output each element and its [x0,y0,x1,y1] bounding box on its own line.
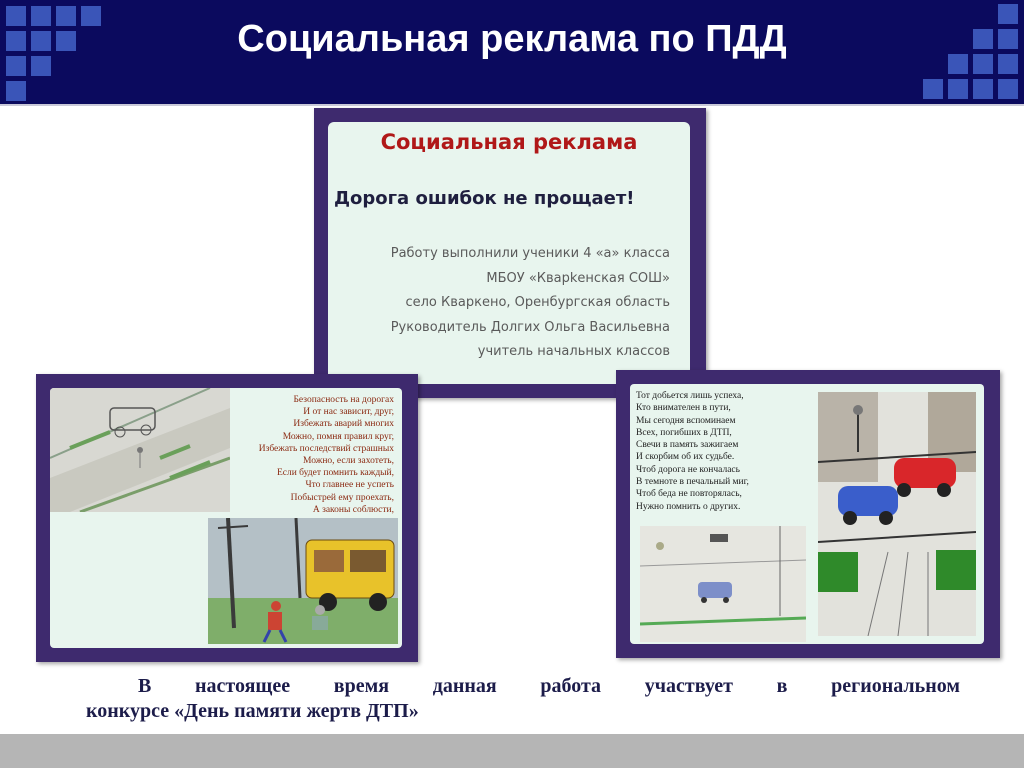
footer-bar [0,734,1024,768]
poem-line: И скорбим об их судьбе. [636,452,735,463]
child-drawing-bus [208,518,398,644]
caption-word: время [333,675,390,697]
poem-line: Всех, погибших в ДТП, [636,427,732,438]
decor-square [6,81,26,101]
caption-word: участвует [644,675,733,697]
slide-thumbnail-title [314,108,706,398]
credits-line: МБОУ «Кварkенская СОШ» [486,270,670,286]
poem-line: Избежать аварий многих [293,419,394,430]
poem-line: Свечи в память зажигаем [636,440,739,451]
poem-line: Кто внимателен в пути, [636,403,731,414]
decor-square [998,79,1018,99]
child-drawing-crossing [818,392,976,636]
poem-line: Нужно помнить о других. [636,501,741,512]
caption-line-1 [86,674,960,699]
drawing-crossing-image [818,392,976,636]
poem-line: Что главнее не успеть [305,480,394,491]
child-drawing-car [640,526,806,642]
caption-word: в [776,675,788,697]
poem-line: Чтоб беда не повторялась, [636,489,742,500]
poem-line: Если будет помнить каждый, [276,468,394,479]
credits-block [391,242,670,365]
credits-line: учитель начальных классов [477,344,670,359]
decor-square [948,79,968,99]
poem-line: Чтоб дорога не кончалась [636,464,740,475]
slide-thumbnail-right [616,370,1000,658]
slide-title: Социальная реклама [380,130,638,154]
poem-line: Можно, помня правил круг, [282,431,394,442]
caption-word: работа [540,675,602,697]
slide-content [328,122,690,384]
caption-line-2: конкурсе «День памяти жертв ДТП» [86,700,419,722]
credits-line: Работу выполнили ученики 4 «а» класса [390,246,670,261]
poem-text [636,390,816,513]
slide-content [630,384,984,644]
poem-text [222,394,394,516]
drawing-car-image [640,526,806,642]
poem-line: В темноте в печальный миг, [636,477,749,488]
drawing-bus-image [208,518,398,644]
drawing-road-image [50,388,230,512]
poem-line: Безопасность на дорогах [293,395,394,405]
caption-word: данная [432,675,497,697]
decor-square [923,79,943,99]
poem-line: А законы соблюсти, [312,504,394,515]
poem-line: Побыстрей ему проехать, [290,492,394,503]
slide-subtitle: Дорога ошибок не прощает! [334,188,635,209]
credits-line: село Кваркено, Оренбургская область [405,295,670,310]
caption-word: настоящее [195,675,291,697]
slide-header [0,0,1024,106]
slide-content [50,388,402,648]
credits-line: Руководитель Долгих Ольга Васильевна [390,319,670,335]
poem-line: Тот добьется лишь успеха, [636,391,744,401]
poem-line: Мы сегодня вспоминаем [636,415,736,426]
slide-thumbnail-left [36,374,418,662]
caption-paragraph [86,674,960,724]
poem-line: Можно, если захотеть, [303,456,394,467]
poem-line: Избежать последствий страшных [258,443,394,454]
child-drawing-road [50,388,230,512]
caption-word: региональном [831,675,960,697]
caption-word: В [138,675,152,697]
decor-square [973,79,993,99]
poem-line: И от нас зависит, друг, [303,407,394,418]
page-title: Социальная реклама по ПДД [237,18,787,60]
